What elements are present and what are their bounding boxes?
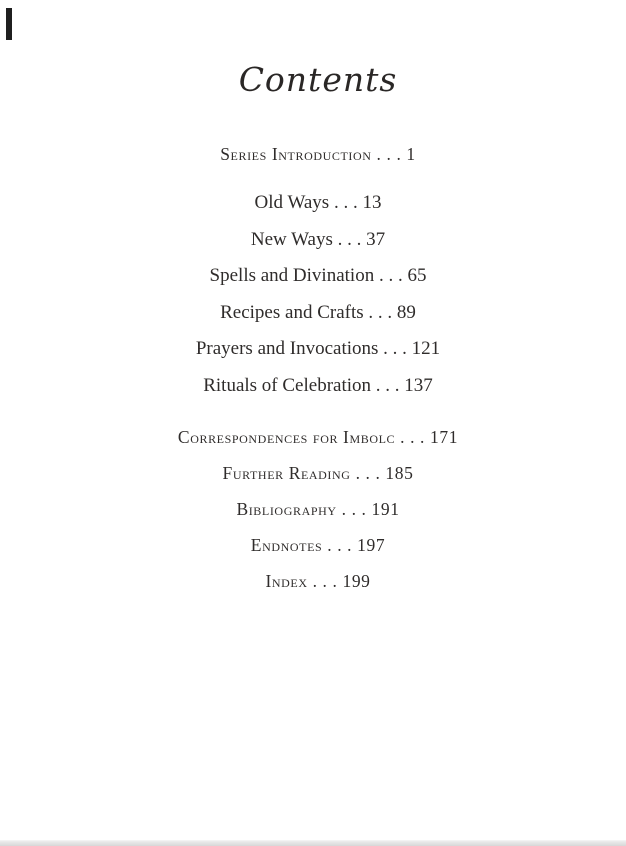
- toc-entry-index[interactable]: [10, 569, 626, 593]
- toc-entry-page: 37: [366, 228, 386, 250]
- toc-dots: . . .: [376, 144, 402, 164]
- toc-dots: . . .: [375, 374, 400, 396]
- toc-entry-rituals-of-celebration[interactable]: [10, 374, 626, 398]
- toc-dots: . . .: [400, 427, 426, 447]
- toc-entry-label: Index: [265, 571, 308, 591]
- page-title: Contents: [238, 60, 398, 99]
- toc-entry-label: Correspondences for Imbolc: [177, 427, 396, 447]
- toc-entry-recipes-and-crafts[interactable]: [10, 301, 626, 325]
- toc-entry-correspondences-for-imbolc[interactable]: [10, 425, 626, 449]
- toc-entry-page: 137: [404, 374, 433, 396]
- toc-dots: . . .: [337, 228, 362, 250]
- toc-entry-label: Old Ways: [254, 192, 330, 213]
- toc-entry-page: 185: [385, 463, 414, 483]
- toc-entry-page: 199: [342, 571, 371, 591]
- toc-dots: . . .: [312, 571, 338, 591]
- toc-dots: . . .: [333, 192, 358, 213]
- toc-dots: . . .: [368, 301, 393, 323]
- toc-entry-prayers-and-invocations[interactable]: [10, 337, 626, 361]
- toc-entry-old-ways[interactable]: [10, 191, 626, 215]
- toc-entry-endnotes[interactable]: [10, 533, 626, 557]
- toc-entry-label: Spells and Divination: [209, 265, 375, 286]
- toc-dots: . . .: [341, 499, 367, 519]
- toc-entry-label: Recipes and Crafts: [220, 301, 364, 323]
- toc-entry-page: 1: [406, 144, 416, 164]
- toc-entry-label: Bibliography: [236, 499, 337, 519]
- toc-entry-page: 121: [411, 338, 441, 359]
- toc-entry-label: Rituals of Celebration: [203, 374, 372, 396]
- toc-entry-label: New Ways: [250, 228, 333, 250]
- toc-dots: . . .: [378, 265, 403, 286]
- toc-entry-label: Endnotes: [250, 535, 323, 555]
- page-corner-mark: [6, 8, 12, 40]
- toc-entry-page: 65: [407, 265, 427, 286]
- toc-entry-further-reading[interactable]: [10, 461, 626, 485]
- toc-entry-page: 13: [362, 192, 382, 213]
- toc-dots: . . .: [327, 535, 353, 555]
- toc-entry-series-introduction[interactable]: [10, 142, 626, 166]
- toc-entry-page: 171: [430, 427, 459, 447]
- toc-dots: . . .: [383, 338, 407, 359]
- toc-entry-page: 89: [396, 301, 416, 323]
- toc-entry-label: Further Reading: [222, 463, 351, 483]
- toc-entry-page: 191: [371, 499, 400, 519]
- toc-entry-bibliography[interactable]: [10, 497, 626, 521]
- toc-entry-spells-and-divination[interactable]: [10, 264, 626, 288]
- toc-entry-new-ways[interactable]: [10, 228, 626, 252]
- toc-dots: . . .: [355, 463, 381, 483]
- page-bottom-edge: [0, 840, 626, 846]
- table-of-contents: [10, 142, 626, 593]
- toc-entry-label: Series Introduction: [220, 144, 372, 164]
- toc-entry-label: Prayers and Invocations: [195, 338, 379, 359]
- toc-entry-page: 197: [357, 535, 386, 555]
